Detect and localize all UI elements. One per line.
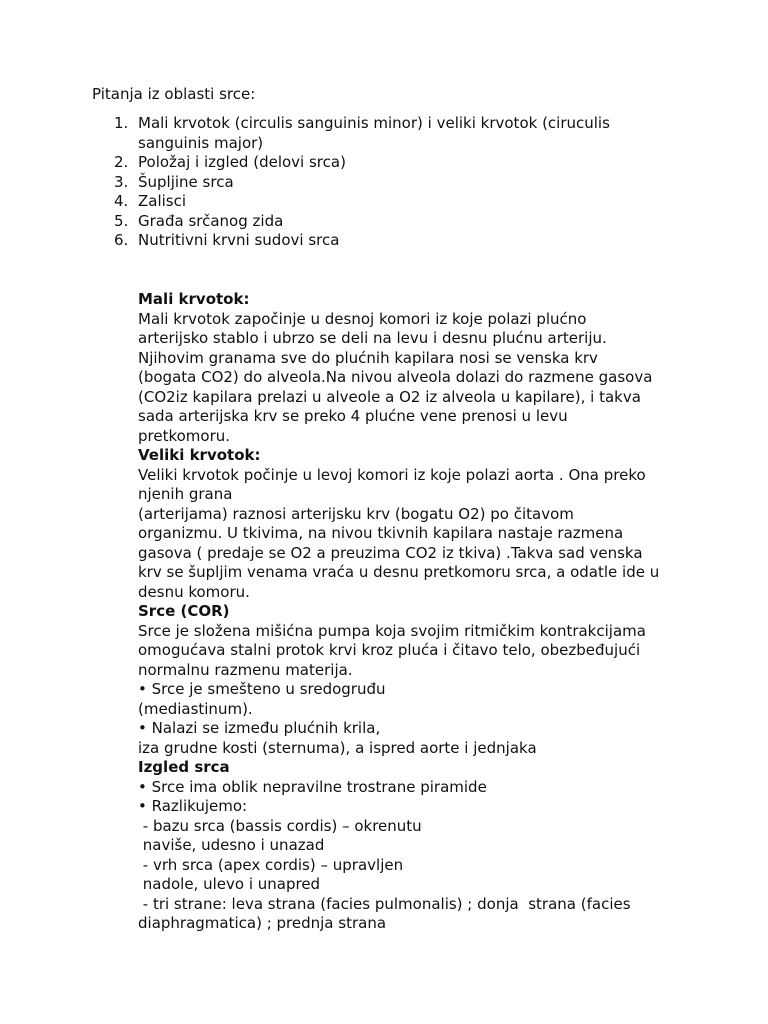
paragraph-line: omogućava stalni protok krvi kroz pluća i čitavo telo, obezbeđujući [138,641,641,659]
question-text: Zalisci [138,192,187,210]
paragraph-line: - tri strane: leva strana (facies pulmonalis) ; donja strana (facies [138,894,631,913]
paragraph-line: desnu komoru. [138,582,250,601]
question-list [0,114,638,251]
paragraph-line: iza grudne kosti (sternuma), a ispred aorte i jednjaka [138,738,537,757]
question-item [0,114,638,153]
paragraph-line: Mali krvotok započinje u desnoj komori iz koje polazi plućno [138,309,587,328]
paragraph-line: (arterijama) raznosi arterijsku krv (bogatu O2) po čitavom [138,504,574,523]
paragraph-line: pretkomoru. [138,426,231,445]
paragraph-line: (bogata CO2) do alveola.Na nivou alveola dolazi do razmene gasova [138,368,653,386]
paragraph-line: normalnu razmenu materija. [138,660,353,679]
section-heading: Veliki krvotok: [138,446,261,464]
intro-text: Pitanja iz oblasti srce: [92,85,256,103]
paragraph-line: - bazu srca (bassis cordis) – okrenutu [138,816,422,835]
question-number: 3. [114,172,129,191]
paragraph-line: Njihovim granama sve do plućnih kapilara nosi se venska krv [138,348,598,367]
question-item [0,153,638,173]
question-number: 6. [114,231,129,249]
question-number: 2. [114,153,129,171]
bullet-line: • Nalazi se između plućnih krila, [138,719,381,737]
question-item [0,231,638,251]
bullet-line: • Srce je smešteno u sredogruđu [138,680,386,698]
question-text: sanguinis major) [138,133,264,152]
question-number: 5. [114,211,129,230]
paragraph-line: - vrh srca (apex cordis) – upravljen [138,855,404,874]
paragraph-line: nadole, ulevo i unapred [138,875,321,893]
question-item [0,212,638,232]
question-text: Mali krvotok (circulis sanguinis minor) i veliki krvotok (ciruculis [138,114,610,132]
question-text: Šupljine srca [138,172,234,191]
bullet-line: • Srce ima oblik nepravilne trostrane piramide [138,777,487,796]
paragraph-line: (CO2iz kapilara prelazi u alveole a O2 iz alveola u kapilare), i takva [138,387,641,406]
content-body [138,290,683,934]
paragraph-line: krv se šupljim venama vraća u desnu pretkomoru srca, a odatle ide u [138,563,660,581]
question-item [0,173,638,193]
question-text: Položaj i izgled (delovi srca) [138,153,346,171]
paragraph-line: Srce je složena mišićna pumpa koja svojim ritmičkim kontrakcijama [138,621,646,640]
section-heading: Srce (COR) [138,602,230,620]
paragraph-line: sada arterijska krv se preko 4 plućne vene prenosi u levu [138,407,568,425]
paragraph-line: organizmu. U tkivima, na nivou tkivnih kapilara nastaje razmena [138,524,624,542]
question-text: Nutritivni krvni sudovi srca [138,231,340,249]
question-number: 1. [114,114,129,132]
paragraph-line: njenih grana [138,485,233,503]
paragraph-line: diaphragmatica) ; prednja strana [138,914,387,932]
paragraph-line: Veliki krvotok počinje u levoj komori iz koje polazi aorta . Ona preko [138,465,646,484]
section-heading: Izgled srca [138,758,230,776]
paragraph-line: (mediastinum). [138,699,253,718]
paragraph-line: gasova ( predaje se O2 a preuzima CO2 iz tkiva) .Takva sad venska [138,543,643,562]
paragraph-line: arterijsko stablo i ubrzo se deli na levu i desnu plućnu arteriju. [138,329,607,347]
section-heading: Mali krvotok: [138,290,250,308]
bullet-line: • Razlikujemo: [138,797,248,815]
question-text: Građa srčanog zida [138,211,284,230]
question-item [0,192,638,212]
paragraph-line: naviše, udesno i unazad [138,836,325,854]
question-number: 4. [114,192,129,210]
